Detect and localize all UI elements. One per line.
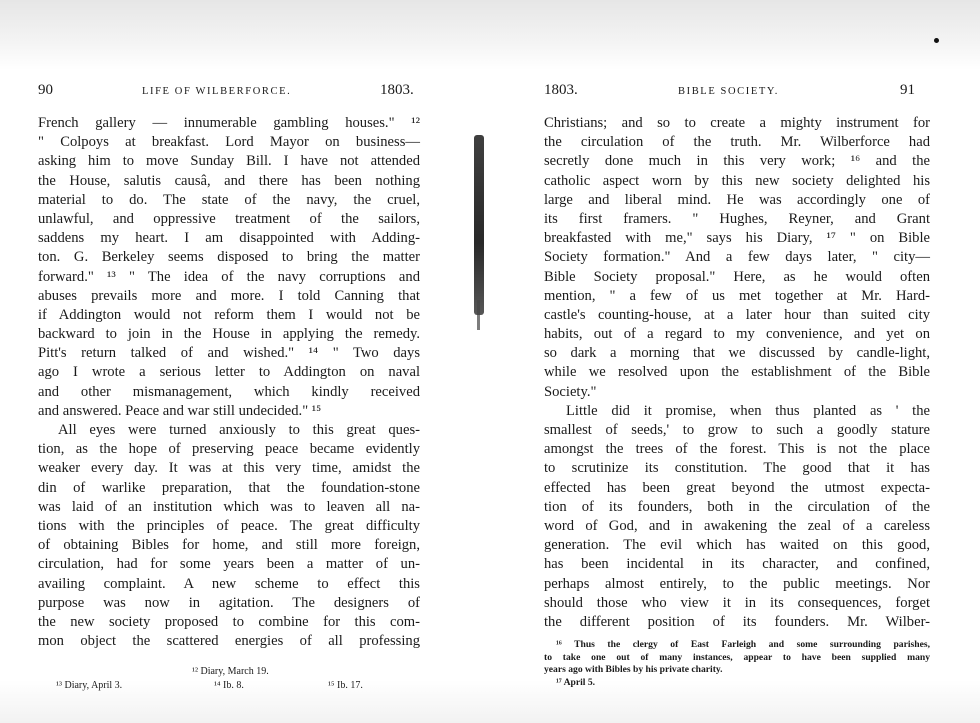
text-line: weaker every day. It was at this very time, amidst the bbox=[38, 460, 420, 477]
footnote-line: ¹⁷ April 5. bbox=[556, 676, 596, 688]
text-line: Bible Society proposal." Here, as he would often bbox=[544, 268, 930, 285]
right-page bbox=[544, 82, 930, 689]
text-line: material to do. The state of the navy, the cruel, bbox=[38, 191, 420, 208]
left-page-header bbox=[38, 82, 420, 104]
text-line: unlawful, and oppressive treatment of the sailors, bbox=[38, 210, 420, 227]
text-line: All eyes were turned anxiously to this great ques- bbox=[58, 422, 420, 438]
text-line: breakfasted with me," says his Diary, ¹⁷ " on Bible bbox=[544, 230, 930, 247]
text-line: the different position of its founders. Mr. Wilber- bbox=[544, 613, 930, 630]
right-page-year: 1803. bbox=[544, 82, 578, 98]
text-line: effected has been great beyond the utmost expecta- bbox=[544, 479, 930, 496]
text-line: forward." ¹³ " The idea of the navy corruptions and bbox=[38, 268, 420, 285]
footnote-line: years ago with Bibles by his private charity. bbox=[544, 664, 723, 676]
text-line: catholic aspect worn by this new society delighted his bbox=[544, 172, 930, 189]
text-line: saddens my heart. I am disappointed with Adding- bbox=[38, 230, 420, 247]
text-line: ago I wrote a serious letter to Addington on naval bbox=[38, 364, 420, 381]
text-line: tions with the principles of peace. The great difficulty bbox=[38, 517, 420, 534]
text-line: of obtaining Bibles for home, and still more foreign, bbox=[38, 537, 420, 554]
text-line: tion, as the hope of preserving peace became evidently bbox=[38, 441, 420, 458]
right-body-text bbox=[544, 114, 930, 632]
text-line: to scrutinize its constitution. The good that it has bbox=[544, 460, 930, 477]
text-line: Little did it promise, when thus planted as ' the bbox=[566, 402, 930, 419]
text-line: generation. The evil which has waited on this good, bbox=[544, 537, 930, 554]
text-line: ton. G. Berkeley seems disposed to bring the matter bbox=[38, 249, 420, 266]
footnote: ¹⁴ Ib. 8. bbox=[214, 680, 244, 691]
text-line: if Addington would not reform them I would not be bbox=[38, 306, 420, 323]
text-line: the House, salutis causâ, and there has been nothing bbox=[38, 172, 420, 189]
text-line: amongst the trees of the forest. This is not the place bbox=[544, 441, 930, 458]
text-line: asking him to move Sunday Bill. I have not attended bbox=[38, 153, 420, 170]
text-line: tion of its founders, both in the circulation of the bbox=[544, 498, 930, 515]
text-line: word of God, and in awakening the zeal of a careless bbox=[544, 517, 930, 534]
right-page-header bbox=[544, 82, 930, 104]
text-line: habits, out of a regard to my convenience, and yet on bbox=[544, 326, 930, 343]
text-line: while we resolved upon the establishment of the Bible bbox=[544, 364, 930, 381]
text-line: its first framers. " Hughes, Reyner, and Grant bbox=[544, 210, 930, 227]
text-line: has been incidental in its character, and confined, bbox=[544, 556, 930, 573]
text-line: was laid of an institution which was to leaven all na- bbox=[38, 498, 420, 515]
text-line: should those who view it in its consequences, forget bbox=[544, 594, 930, 611]
text-line: availing complaint. A new scheme to effect this bbox=[38, 575, 420, 592]
scan-speck bbox=[934, 38, 939, 43]
text-line: backward to join in the House in applying the remedy. bbox=[38, 326, 420, 343]
text-line: mention, " a few of us met together at Mr. Hard- bbox=[544, 287, 930, 304]
text-line: abuses prevails more and more. I told Canning that bbox=[38, 287, 420, 304]
text-line: circulation, had for some years been a matter of un- bbox=[38, 556, 420, 573]
footnote: ¹⁵ Ib. 17. bbox=[328, 680, 363, 691]
text-line: Pitt's return talked of and wished." ¹⁴ " Two days bbox=[38, 345, 420, 362]
footnote: ¹³ Diary, April 3. bbox=[56, 680, 123, 691]
text-line: the circulation of the truth. Mr. Wilberforce had bbox=[544, 134, 930, 151]
left-page bbox=[38, 82, 420, 691]
text-line: perhaps almost entirely, to the public meetings. Nor bbox=[544, 575, 930, 592]
text-line: castle's counting-house, at a later hour than suited city bbox=[544, 306, 930, 323]
right-running-title: BIBLE SOCIETY. bbox=[678, 86, 779, 97]
footnote: ¹² Diary, March 19. bbox=[192, 666, 269, 677]
text-line: Christians; and so to create a mighty instrument for bbox=[544, 115, 930, 131]
text-line: and other mismanagement, which kindly received bbox=[38, 383, 420, 400]
text-line: smallest of seeds,' to grow to such a goodly stature bbox=[544, 422, 930, 438]
book-gutter-shadow-tail bbox=[477, 300, 480, 330]
text-line: Society." bbox=[544, 383, 597, 400]
text-line: mon object the scattered energies of all professing bbox=[38, 633, 420, 650]
text-line: large and liberal mind. He was accordingly one of bbox=[544, 191, 930, 208]
text-line: purpose was now in agitation. The designers of bbox=[38, 594, 420, 611]
footnote-line: to take one out of many instances, appear to have been supplied many bbox=[544, 651, 930, 663]
left-page-number: 90 bbox=[38, 82, 53, 98]
text-line: Society formation." And a few days later, " city— bbox=[544, 249, 930, 266]
left-page-year: 1803. bbox=[380, 82, 414, 98]
left-running-title: LIFE OF WILBERFORCE. bbox=[142, 86, 292, 97]
right-page-number: 91 bbox=[900, 82, 915, 98]
text-line: din of warlike preparation, that the foundation-stone bbox=[38, 479, 420, 496]
text-line: the new society proposed to combine for this com- bbox=[38, 613, 420, 630]
right-footnotes bbox=[544, 639, 930, 689]
text-line: French gallery — innumerable gambling houses." ¹² bbox=[38, 115, 420, 131]
text-line: and answered. Peace and war still undecided." ¹⁵ bbox=[38, 402, 322, 419]
text-line: so dark a morning that we discussed by candle-light, bbox=[544, 345, 930, 362]
left-body-text bbox=[38, 114, 420, 651]
footnote-line: ¹⁶ Thus the clergy of East Farleigh and some surrounding parishes, bbox=[556, 639, 930, 651]
text-line: " Colpoys at breakfast. Lord Mayor on business— bbox=[38, 134, 420, 151]
book-gutter-shadow bbox=[474, 135, 484, 315]
text-line: secretly done much in this very work; ¹⁶ and the bbox=[544, 153, 930, 170]
left-footnotes bbox=[38, 666, 420, 696]
